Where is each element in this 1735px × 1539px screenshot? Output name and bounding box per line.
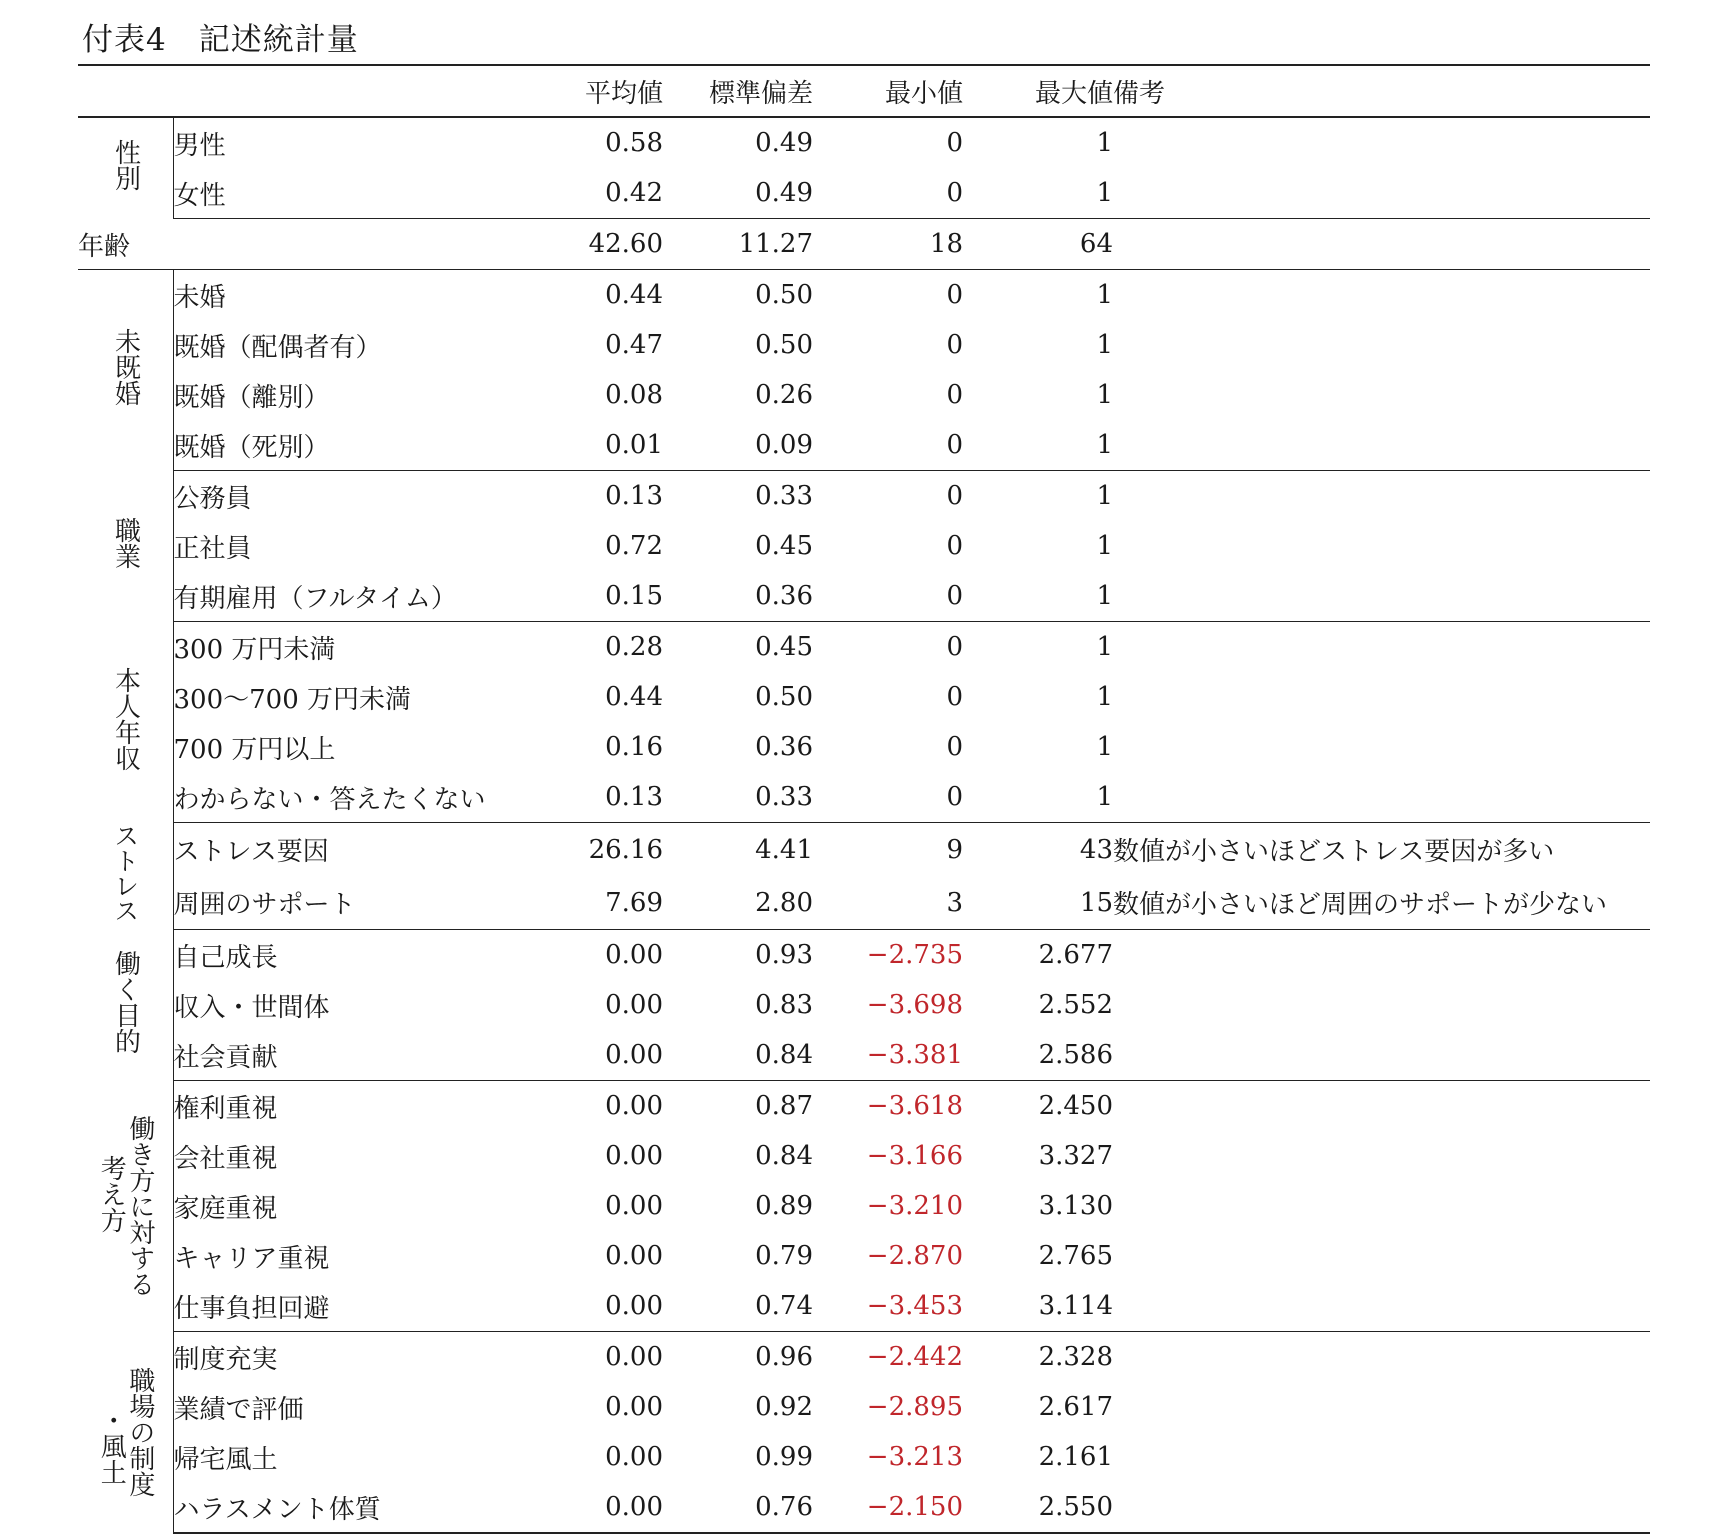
row-label: キャリア重視 — [173, 1243, 330, 1274]
cell-std: 0.89 — [755, 1191, 813, 1221]
table-row — [78, 1231, 1650, 1281]
cell-max: 1 — [1096, 481, 1113, 511]
cell-std: 0.33 — [755, 481, 813, 511]
cell-max: 2.161 — [1038, 1442, 1113, 1472]
cell-std: 0.50 — [755, 682, 813, 712]
cell-max: 43 — [1079, 834, 1113, 865]
row-label: ストレス要因 — [173, 837, 329, 867]
cell-mean: 0.72 — [605, 531, 663, 561]
cell-mean: 0.00 — [518, 1030, 663, 1081]
cell-mean: 0.13 — [605, 481, 663, 511]
cell-std: 0.45 — [755, 632, 813, 662]
cell-max: 1 — [963, 168, 1113, 219]
table-row — [78, 876, 1650, 930]
group-marital — [78, 270, 1650, 471]
cell-max: 1 — [1096, 682, 1113, 712]
cell-min: −3.166 — [866, 1141, 963, 1171]
row-label: 会社重視 — [173, 1143, 278, 1174]
cell-std: 0.96 — [755, 1342, 813, 1372]
cell-mean: 0.16 — [605, 732, 663, 762]
cell-min: 9 — [946, 834, 963, 865]
cell-max: 2.765 — [1038, 1241, 1113, 1271]
cell-min: 0 — [813, 168, 963, 219]
group-label: 未既婚 — [78, 270, 173, 471]
cell-mean: 7.69 — [518, 876, 663, 930]
group-workplace-system-culture — [78, 1332, 1650, 1534]
cell-max: 2.617 — [1038, 1392, 1113, 1422]
cell-max: 2.677 — [1038, 940, 1113, 970]
cell-note — [1113, 168, 1650, 219]
group-work-style-views — [78, 1081, 1650, 1332]
cell-std: 0.50 — [755, 330, 813, 360]
cell-mean: 0.00 — [605, 1191, 663, 1221]
cell-max: 15 — [963, 876, 1113, 930]
cell-max: 1 — [963, 571, 1113, 622]
cell-note — [1113, 117, 1650, 168]
cell-max: 2.328 — [1038, 1342, 1113, 1372]
row-label: 300 万円未満 — [173, 634, 336, 665]
cell-note — [1113, 1181, 1650, 1231]
table-row — [78, 1432, 1650, 1482]
cell-note — [1113, 622, 1650, 673]
cell-note — [1113, 1081, 1650, 1132]
cell-mean: 0.00 — [605, 1141, 663, 1171]
header-mean: 平均値 — [518, 65, 663, 117]
table-header — [78, 65, 1650, 117]
row-label: 300～700 万円未満 — [173, 684, 412, 715]
cell-note — [1113, 270, 1650, 321]
row-label: 仕事負担回避 — [173, 1281, 518, 1332]
cell-max: 1 — [1096, 531, 1113, 561]
row-label: 700 万円以上 — [173, 734, 336, 765]
cell-note — [1113, 521, 1650, 571]
cell-max: 1 — [963, 420, 1113, 471]
table-row — [78, 722, 1650, 772]
cell-mean: 0.00 — [605, 990, 663, 1020]
row-label: 周囲のサポート — [173, 876, 518, 930]
cell-mean: 0.00 — [605, 940, 663, 970]
table-row — [78, 1030, 1650, 1081]
cell-std: 0.84 — [755, 1141, 813, 1171]
cell-mean: 0.00 — [605, 1442, 663, 1472]
cell-max: 1 — [1096, 380, 1113, 410]
row-label: 既婚（死別） — [173, 420, 518, 471]
cell-mean: 0.44 — [605, 682, 663, 712]
row-label: 業績で評価 — [173, 1394, 304, 1425]
row-label: 女性 — [173, 168, 518, 219]
cell-note: 数値が小さいほどストレス要因が多い — [1113, 837, 1555, 867]
cell-std: 0.92 — [755, 1392, 813, 1422]
cell-std: 0.36 — [755, 732, 813, 762]
cell-note: 数値が小さいほど周囲のサポートが少ない — [1113, 876, 1650, 930]
cell-min: −3.618 — [866, 1091, 963, 1121]
cell-min: 0 — [946, 128, 963, 158]
table-row — [78, 270, 1650, 321]
row-label: 収入・世間体 — [173, 992, 330, 1023]
cell-min: 0 — [813, 772, 963, 823]
group-label: 本人年収 — [78, 622, 173, 823]
table-row — [78, 1181, 1650, 1231]
cell-std: 0.33 — [663, 772, 813, 823]
cell-min: −3.453 — [813, 1281, 963, 1332]
cell-mean: 0.00 — [605, 1342, 663, 1372]
table-row — [78, 1281, 1650, 1332]
cell-std: 0.74 — [663, 1281, 813, 1332]
cell-note — [1113, 420, 1650, 471]
cell-min: −2.870 — [866, 1241, 963, 1271]
cell-mean: 0.58 — [605, 128, 663, 158]
cell-min: −3.381 — [813, 1030, 963, 1081]
cell-note — [1113, 930, 1650, 981]
table-row — [78, 622, 1650, 673]
table-row — [78, 370, 1650, 420]
cell-std: 0.87 — [755, 1091, 813, 1121]
cell-min: −2.150 — [813, 1482, 963, 1533]
cell-mean: 0.13 — [518, 772, 663, 823]
row-label: 権利重視 — [173, 1093, 278, 1124]
cell-mean: 0.15 — [518, 571, 663, 622]
cell-min: −3.698 — [866, 990, 963, 1020]
group-occupation — [78, 471, 1650, 622]
table-row — [78, 1382, 1650, 1432]
row-label: 未婚 — [173, 282, 226, 313]
cell-mean: 0.00 — [518, 1482, 663, 1533]
cell-min: 18 — [813, 219, 963, 270]
cell-min: −2.735 — [866, 940, 963, 970]
row-label: 既婚（配偶者有） — [173, 332, 382, 363]
row-label: 制度充実 — [173, 1344, 278, 1375]
cell-max: 1 — [1096, 128, 1113, 158]
table-title: 付表4 記述統計量 — [82, 22, 359, 58]
header-blank — [173, 65, 518, 117]
cell-min: 0 — [946, 330, 963, 360]
table-row — [78, 219, 1650, 270]
group-label: 性別 — [78, 117, 173, 219]
cell-note — [1113, 571, 1650, 622]
group-gender — [78, 117, 1650, 219]
cell-std: 0.26 — [755, 380, 813, 410]
cell-std: 0.99 — [755, 1442, 813, 1472]
cell-mean: 0.00 — [605, 1241, 663, 1271]
cell-std: 0.09 — [663, 420, 813, 471]
cell-max: 64 — [963, 219, 1113, 270]
table-row — [78, 1081, 1650, 1132]
cell-mean: 26.16 — [588, 834, 663, 865]
cell-min: 0 — [813, 571, 963, 622]
cell-note — [1113, 1482, 1650, 1533]
cell-std: 0.79 — [755, 1241, 813, 1271]
row-label: 帰宅風土 — [173, 1444, 278, 1475]
cell-std: 2.80 — [663, 876, 813, 930]
cell-min: 3 — [813, 876, 963, 930]
row-label: 社会貢献 — [173, 1030, 518, 1081]
cell-std: 11.27 — [663, 219, 813, 270]
row-label: 年齢 — [78, 219, 518, 270]
cell-max: 3.327 — [1038, 1141, 1113, 1171]
group-stress — [78, 823, 1650, 930]
cell-mean: 0.00 — [605, 1392, 663, 1422]
group-age — [78, 219, 1650, 270]
group-label: 職業 — [78, 471, 173, 622]
table-row — [78, 471, 1650, 522]
cell-note — [1113, 219, 1650, 270]
cell-note — [1113, 1281, 1650, 1332]
cell-min: 0 — [946, 481, 963, 511]
table-row — [78, 168, 1650, 219]
cell-note — [1113, 1382, 1650, 1432]
cell-max: 2.550 — [963, 1482, 1113, 1533]
cell-min: 0 — [946, 531, 963, 561]
cell-max: 3.130 — [1038, 1191, 1113, 1221]
cell-note — [1113, 320, 1650, 370]
cell-note — [1113, 1231, 1650, 1281]
cell-std: 0.83 — [755, 990, 813, 1020]
cell-mean: 0.00 — [605, 1091, 663, 1121]
group-label: 職場の制度 ・風土 — [78, 1332, 173, 1534]
table-row — [78, 980, 1650, 1030]
row-label: 既婚（離別） — [173, 382, 330, 413]
cell-max: 1 — [1096, 732, 1113, 762]
cell-min: 0 — [946, 732, 963, 762]
header-min: 最小値 — [813, 65, 963, 117]
cell-min: −2.442 — [866, 1342, 963, 1372]
header-blank — [78, 65, 173, 117]
cell-note — [1113, 1332, 1650, 1383]
header-std: 標準偏差 — [663, 65, 813, 117]
cell-std: 0.84 — [663, 1030, 813, 1081]
table-row — [78, 320, 1650, 370]
cell-note — [1113, 722, 1650, 772]
row-label: 家庭重視 — [173, 1193, 278, 1224]
cell-note — [1113, 1030, 1650, 1081]
cell-mean: 0.42 — [518, 168, 663, 219]
row-label: わからない・答えたくない — [173, 772, 518, 823]
row-label: 男性 — [173, 130, 226, 161]
cell-note — [1113, 980, 1650, 1030]
table-row — [78, 420, 1650, 471]
cell-note — [1113, 370, 1650, 420]
table-row — [78, 1482, 1650, 1533]
cell-max: 2.450 — [1038, 1091, 1113, 1121]
cell-mean: 0.28 — [605, 632, 663, 662]
group-work-purpose — [78, 930, 1650, 1081]
cell-min: 0 — [946, 682, 963, 712]
cell-max: 2.586 — [963, 1030, 1113, 1081]
row-label: 公務員 — [173, 483, 252, 514]
cell-std: 4.41 — [755, 834, 813, 865]
table-row — [78, 823, 1650, 877]
table-row — [78, 930, 1650, 981]
cell-min: 0 — [946, 632, 963, 662]
table-row — [78, 1131, 1650, 1181]
cell-std: 0.49 — [663, 168, 813, 219]
group-label: 働く目的 — [78, 930, 173, 1081]
header-note: 備考 — [1113, 65, 1650, 117]
cell-std: 0.49 — [755, 128, 813, 158]
cell-mean: 0.08 — [605, 380, 663, 410]
cell-max: 3.114 — [963, 1281, 1113, 1332]
group-label: 働き方に対する 考え方 — [78, 1081, 173, 1332]
table-row — [78, 571, 1650, 622]
cell-std: 0.50 — [755, 280, 813, 310]
cell-max: 1 — [1096, 330, 1113, 360]
cell-mean: 0.01 — [518, 420, 663, 471]
cell-max: 2.552 — [1038, 990, 1113, 1020]
cell-mean: 0.47 — [605, 330, 663, 360]
table-row — [78, 672, 1650, 722]
cell-note — [1113, 471, 1650, 522]
cell-std: 0.45 — [755, 531, 813, 561]
header-max: 最大値 — [963, 65, 1113, 117]
descriptive-statistics-table — [78, 64, 1650, 1534]
cell-min: −3.213 — [866, 1442, 963, 1472]
cell-mean: 0.00 — [518, 1281, 663, 1332]
cell-max: 1 — [963, 772, 1113, 823]
cell-min: 0 — [946, 280, 963, 310]
cell-note — [1113, 772, 1650, 823]
cell-min: −2.895 — [866, 1392, 963, 1422]
row-label: 正社員 — [173, 533, 252, 564]
cell-note — [1113, 672, 1650, 722]
row-label: 有期雇用（フルタイム） — [173, 571, 518, 622]
group-income — [78, 622, 1650, 823]
group-label: ストレス — [78, 823, 173, 930]
table-row — [78, 521, 1650, 571]
cell-note — [1113, 1131, 1650, 1181]
cell-max: 1 — [1096, 280, 1113, 310]
table-row — [78, 772, 1650, 823]
cell-std: 0.36 — [663, 571, 813, 622]
cell-std: 0.93 — [755, 940, 813, 970]
cell-max: 1 — [1096, 632, 1113, 662]
cell-min: 0 — [946, 380, 963, 410]
table-row — [78, 117, 1650, 168]
cell-min: 0 — [813, 420, 963, 471]
cell-std: 0.76 — [663, 1482, 813, 1533]
row-label: 自己成長 — [173, 942, 278, 973]
cell-mean: 0.44 — [605, 280, 663, 310]
row-label: ハラスメント体質 — [173, 1482, 518, 1533]
cell-note — [1113, 1432, 1650, 1482]
cell-min: −3.210 — [866, 1191, 963, 1221]
table-row — [78, 1332, 1650, 1383]
cell-mean: 42.60 — [518, 219, 663, 270]
